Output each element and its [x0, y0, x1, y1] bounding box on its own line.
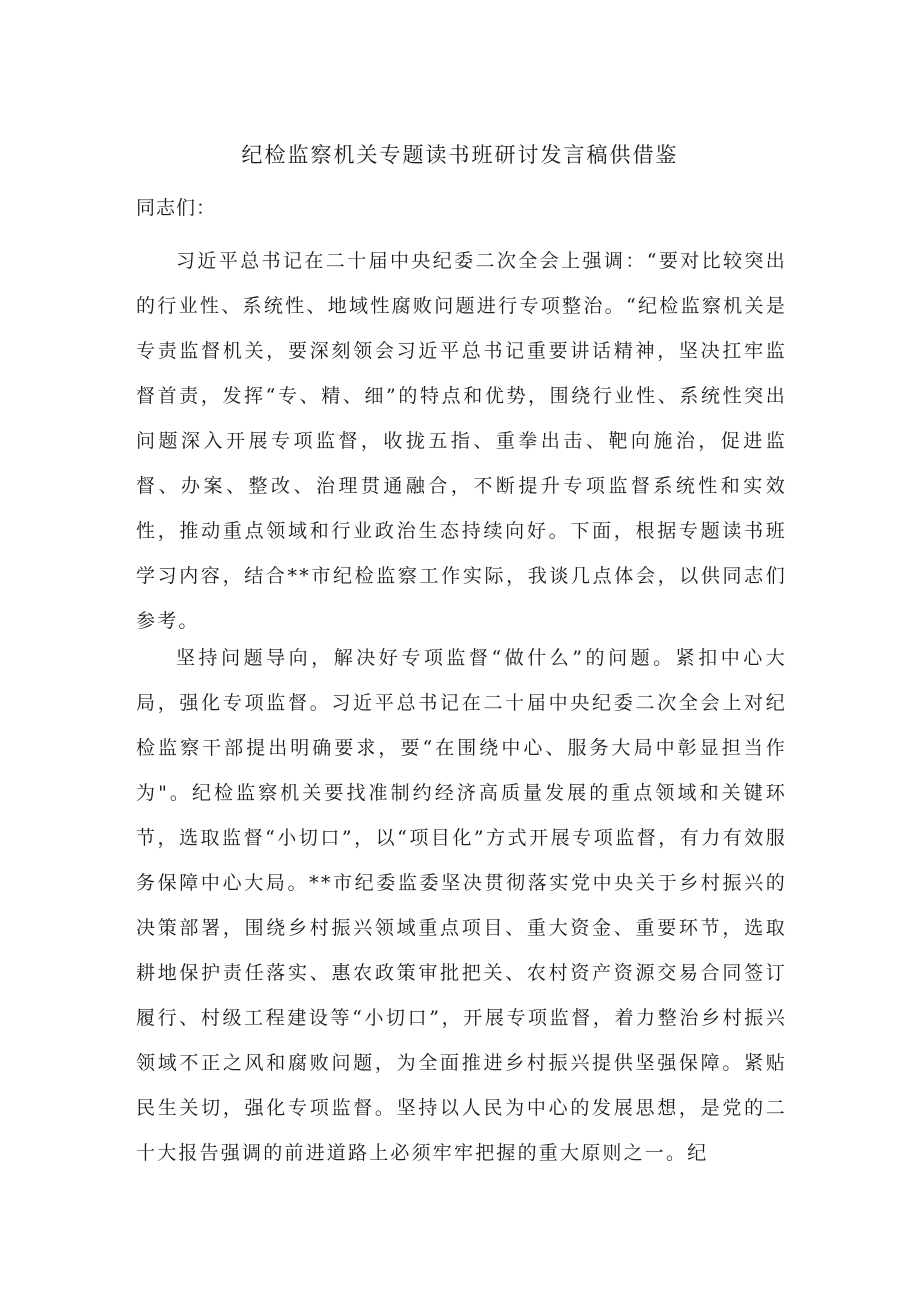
salutation: 同志们：	[136, 197, 217, 219]
body-paragraph: 习近平总书记在二十届中央纪委二次全会上强调：“要对比较突出的行业性、系统性、地域性腐败问题进行专项整治。“纪检监察机关是专责监督机关，要深刻领会习近平总书记重要讲话精神，坚决扛牢监督首责，发挥“专、精、细”的特点和优势，围绕行业性、系统性突出问题深入开展专项监督，收拢五指、重拳出击、靶向施治，促进监督、办案、整改、治理贯通融合，不断提升专项监督系统性和实效性，推动重点领域和行业政治生态持续向好。下面，根据专题读书班学习内容，结合**市纪检监察工作实际，我谈几点体会，以供同志们参考。	[136, 250, 787, 632]
body-paragraph: 坚持问题导向，解决好专项监督“做什么”的问题。紧扣中心大局，强化专项监督。习近平总书记在二十届中央纪委二次全会上对纪检监察干部提出明确要求，要“在围绕中心、服务大局中彰显担当作为"。纪检监察机关要找准制约经济高质量发展的重点领域和关键环节，选取监督“小切口”，以“项目化”方式开展专项监督，有力有效服务保障中心大局。**市纪委监委坚决贯彻落实党中央关于乡村振兴的决策部署，围绕乡村振兴领域重点项目、重大资金、重要环节，选取耕地保护责任落实、惠农政策审批把关、农村资产资源交易合同签订履行、村级工程建设等“小切口”，开展专项监督，着力整治乡村振兴领域不正之风和腐败问题，为全面推进乡村振兴提供坚强保障。紧贴民生关切，强化专项监督。坚持以人民为中心的发展思想，是党的二十大报告强调的前进道路上必须牢牢把握的重大原则之一。纪	[136, 647, 787, 1164]
document-title: 纪检监察机关专题读书班研讨发言稿供借鉴	[241, 143, 679, 167]
